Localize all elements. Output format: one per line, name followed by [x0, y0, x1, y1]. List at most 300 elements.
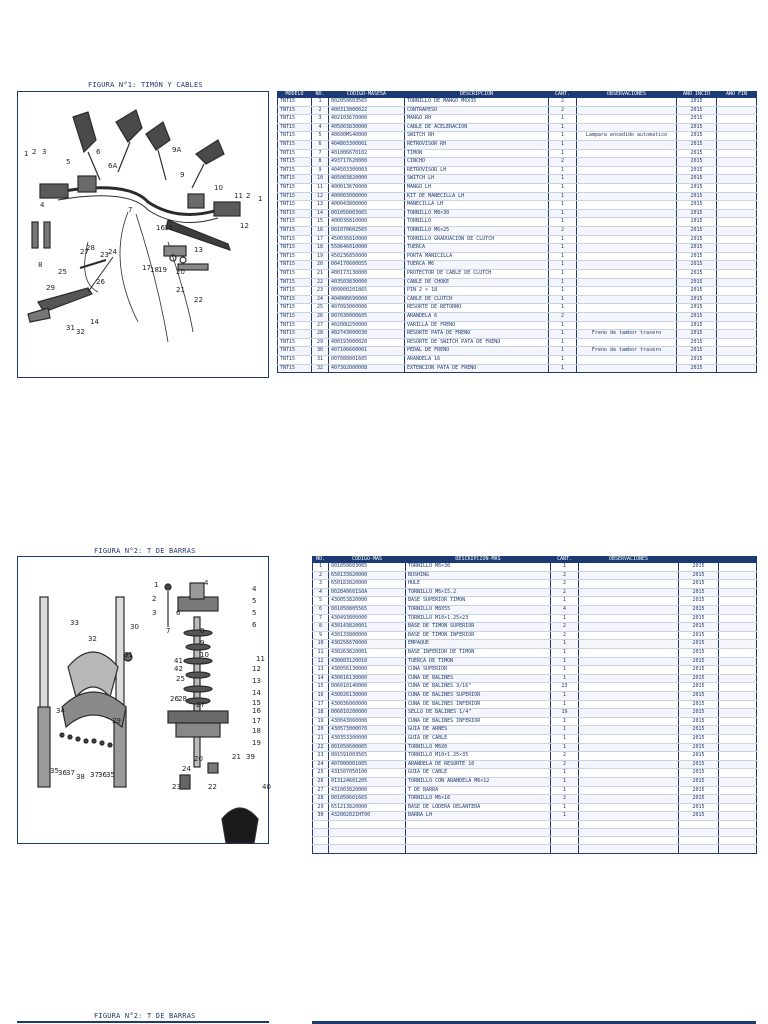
figure2-table-body	[313, 563, 757, 853]
table-cell: T DE BARRA	[406, 786, 551, 795]
table-cell: 430003120010	[329, 657, 406, 666]
table-cell	[717, 227, 757, 236]
table-cell: 31	[312, 355, 329, 364]
table-cell: 2015	[677, 364, 717, 373]
table-row	[278, 106, 757, 115]
table-cell	[719, 803, 757, 812]
table-cell: 2015	[679, 683, 719, 692]
table-cell: 2015	[677, 141, 717, 150]
table-cell	[719, 692, 757, 701]
table-row	[278, 184, 757, 193]
table-cell: 7	[312, 149, 329, 158]
table-cell: 2015	[679, 623, 719, 632]
svg-text:39: 39	[246, 753, 255, 761]
table-cell	[577, 175, 677, 184]
svg-text:19: 19	[252, 739, 261, 747]
table-cell: 2015	[679, 769, 719, 778]
table-row	[313, 606, 757, 615]
table-cell: 4	[313, 588, 329, 597]
table-cell: TORNILLO M8X55	[406, 606, 551, 615]
table-cell: TNT15	[278, 123, 312, 132]
svg-text:30: 30	[130, 623, 139, 631]
table-cell: TUERCA DE TIMON	[406, 657, 551, 666]
table-cell: 22	[313, 743, 329, 752]
table-cell: TNT15	[278, 218, 312, 227]
table-cell: 1	[551, 812, 579, 821]
table-cell: 17	[313, 700, 329, 709]
table-row	[278, 330, 757, 339]
svg-text:6: 6	[96, 148, 101, 156]
svg-text:25: 25	[176, 675, 185, 683]
table-cell: 430133800000	[329, 631, 406, 640]
table-cell: 2015	[677, 330, 717, 339]
figure1-title: FIGURA N°1: TIMÓN Y CABLES	[88, 81, 203, 89]
table-cell: TNT15	[278, 184, 312, 193]
table-cell: CABLE DE ACELERACION	[405, 123, 549, 132]
table-cell: 6	[313, 606, 329, 615]
table-cell	[579, 674, 679, 683]
table-cell: BARRA LH	[406, 812, 551, 821]
svg-text:1: 1	[154, 581, 159, 589]
table-cell: 2015	[677, 98, 717, 106]
table-cell: 001050003065	[329, 209, 405, 218]
table-cell	[719, 700, 757, 709]
svg-text:5: 5	[252, 609, 257, 617]
table-cell: 40600MS40000	[329, 132, 405, 141]
table-cell	[717, 287, 757, 296]
table-cell: 23	[313, 752, 329, 761]
table-cell: 9	[313, 631, 329, 640]
table-cell: 29	[313, 803, 329, 812]
table-cell	[406, 820, 551, 828]
table-cell: 2015	[679, 666, 719, 675]
table-row	[313, 640, 757, 649]
table-cell	[719, 649, 757, 658]
table-cell: TORNILLO M6X8	[406, 743, 551, 752]
table-cell: 650183820000	[329, 580, 406, 589]
table-cell	[329, 820, 406, 828]
table-row	[313, 709, 757, 718]
table-cell	[717, 304, 757, 313]
table-cell: 1	[551, 777, 579, 786]
table-cell: 20	[312, 261, 329, 270]
svg-text:27: 27	[80, 248, 89, 256]
table-cell: 2015	[679, 631, 719, 640]
table-cell: 1	[549, 166, 577, 175]
header-observaciones: OBSERVACIONES	[577, 91, 677, 98]
table-cell	[579, 795, 679, 804]
table-cell: ARANDELA DE RESORTE 10	[406, 760, 551, 769]
table-row	[278, 295, 757, 304]
table-cell	[679, 845, 719, 853]
svg-text:37: 37	[90, 771, 99, 779]
table-row	[313, 760, 757, 769]
table-cell: 18	[313, 709, 329, 718]
table-cell: 001591003565	[329, 752, 406, 761]
table-cell: 401006670102	[329, 149, 405, 158]
table-cell: 001070602565	[329, 227, 405, 236]
table-cell: 2015	[677, 278, 717, 287]
table-cell: 1	[551, 649, 579, 658]
table-cell: 27	[312, 321, 329, 330]
table-cell: 400193000020	[329, 338, 405, 347]
table-cell: 23	[312, 287, 329, 296]
table-row	[278, 158, 757, 167]
table-cell	[717, 98, 757, 106]
table-cell: TNT15	[278, 201, 312, 210]
table-cell: 006010140000	[329, 683, 406, 692]
table-cell: 2015	[679, 726, 719, 735]
table-cell	[577, 227, 677, 236]
table-cell: 21	[313, 734, 329, 743]
table-cell	[579, 777, 679, 786]
svg-text:36: 36	[98, 771, 107, 779]
svg-text:15: 15	[252, 699, 261, 707]
table-cell: CINCHO	[405, 158, 549, 167]
table-cell: 29	[312, 338, 329, 347]
table-row	[278, 261, 757, 270]
triple-clamp-exploded-view	[18, 557, 270, 845]
svg-text:12: 12	[240, 222, 249, 230]
table-cell: 402743000030	[329, 330, 405, 339]
table-row	[313, 743, 757, 752]
table-cell: PEDAL DE FRENO	[405, 347, 549, 356]
table-cell	[719, 588, 757, 597]
table-row	[313, 795, 757, 804]
svg-text:24: 24	[108, 248, 117, 256]
table-cell	[719, 683, 757, 692]
table-cell	[577, 287, 677, 296]
table-cell: 28	[312, 330, 329, 339]
table-cell: 004170600055	[329, 261, 405, 270]
table-cell: CUNA DE BALINES INFERIOR	[406, 700, 551, 709]
table-cell: 1	[549, 321, 577, 330]
table-cell: 2015	[679, 692, 719, 701]
table-cell	[577, 98, 677, 106]
table-cell: TNT15	[278, 295, 312, 304]
table-cell: TNT15	[278, 132, 312, 141]
header-blank-1	[679, 556, 719, 563]
table-row	[278, 321, 757, 330]
svg-text:2: 2	[246, 192, 251, 200]
table-cell: TNT15	[278, 321, 312, 330]
table-cell	[717, 166, 757, 175]
table-cell: KIT DE MANECILLA LH	[405, 192, 549, 201]
table-row	[278, 244, 757, 253]
svg-text:31: 31	[66, 324, 75, 332]
table-cell: 1	[551, 597, 579, 606]
table-cell	[717, 278, 757, 287]
svg-text:27: 27	[196, 701, 205, 709]
table-cell: 001050600065	[329, 743, 406, 752]
table-cell: 4	[312, 123, 329, 132]
table-cell: 2015	[679, 795, 719, 804]
table-cell: 24	[312, 295, 329, 304]
table-cell: 1	[551, 692, 579, 701]
table-cell: 12	[313, 657, 329, 666]
table-cell: TNT15	[278, 330, 312, 339]
table-cell: 2015	[679, 812, 719, 821]
table-cell: 2	[551, 752, 579, 761]
table-cell	[577, 209, 677, 218]
table-cell: TNT15	[278, 364, 312, 373]
table-cell	[719, 571, 757, 580]
header-codigo: CODIGO-MAS	[329, 556, 406, 563]
table-cell	[577, 295, 677, 304]
svg-text:2: 2	[152, 595, 157, 603]
table-cell: RESORTE PATA DE FRENO	[405, 330, 549, 339]
table-cell: 2015	[679, 580, 719, 589]
table-cell: 1	[549, 209, 577, 218]
table-cell: 10	[313, 640, 329, 649]
table-cell: 407093060006	[329, 304, 405, 313]
table-cell: CABLE DE CLUTCH	[405, 295, 549, 304]
table-cell	[579, 571, 679, 580]
table-cell: 2015	[677, 106, 717, 115]
svg-text:10: 10	[214, 184, 223, 192]
table-cell: TORNILLO M10×1.25×35	[406, 752, 551, 761]
table-cell: 1	[549, 141, 577, 150]
table-cell: BUSHING	[406, 571, 551, 580]
table-cell	[717, 295, 757, 304]
table-cell: 5	[313, 597, 329, 606]
table-cell: 17	[312, 235, 329, 244]
table-cell: 26	[312, 312, 329, 321]
table-cell: 1	[549, 192, 577, 201]
svg-text:28: 28	[86, 244, 95, 252]
table-cell: 1	[551, 666, 579, 675]
table-cell: 001050805565	[329, 606, 406, 615]
table-cell: CUNA DE BALINES 3/16"	[406, 683, 551, 692]
table-cell: CONTRAPESO	[405, 106, 549, 115]
table-cell	[719, 640, 757, 649]
table-cell: 2015	[677, 261, 717, 270]
table-cell	[719, 709, 757, 718]
table-cell: 2	[549, 227, 577, 236]
table-row	[313, 666, 757, 675]
table-cell: 1	[551, 614, 579, 623]
table-row	[278, 98, 757, 106]
table-cell: 1	[551, 743, 579, 752]
svg-text:1: 1	[258, 195, 263, 203]
table-cell: TNT15	[278, 166, 312, 175]
figure2-title: FIGURA N°2: T DE BARRAS	[94, 547, 196, 555]
figure1-diagram	[17, 91, 269, 378]
table-cell	[719, 769, 757, 778]
table-row-empty	[313, 837, 757, 845]
table-cell: 405003820000	[329, 175, 405, 184]
svg-text:16: 16	[252, 707, 261, 715]
table-cell	[679, 837, 719, 845]
header-descripcion: DESCRIPCIÓN	[405, 91, 549, 98]
table-row-empty	[313, 820, 757, 828]
table-cell: 405003830000	[329, 123, 405, 132]
svg-text:36: 36	[58, 769, 67, 777]
table-cell	[577, 158, 677, 167]
table-cell: 16	[312, 227, 329, 236]
table-cell: BASE INFERIOR DE TIMON	[406, 649, 551, 658]
table-cell: 8	[312, 158, 329, 167]
table-cell: 430353300000	[329, 734, 406, 743]
table-cell: 007080001605	[329, 355, 405, 364]
table-row	[278, 141, 757, 150]
table-cell	[577, 184, 677, 193]
table-cell: 32	[312, 364, 329, 373]
table-cell: GUIA DE CABLE	[406, 734, 551, 743]
table-cell: RETROVISOR RH	[405, 141, 549, 150]
table-cell: RESORTE DE SWITCH PATA DE FRENO	[405, 338, 549, 347]
table-cell	[579, 631, 679, 640]
table-cell: 1	[549, 295, 577, 304]
table-cell	[579, 640, 679, 649]
table-cell	[719, 717, 757, 726]
table-cell: 450036810000	[329, 235, 405, 244]
table-row	[278, 218, 757, 227]
table-cell: 2015	[679, 606, 719, 615]
table-cell	[313, 829, 329, 837]
table-cell: 2015	[677, 175, 717, 184]
svg-text:10: 10	[200, 651, 209, 659]
table-cell: 3	[313, 580, 329, 589]
table-cell: 2015	[677, 287, 717, 296]
table-cell: 1	[551, 674, 579, 683]
table-cell: TNT15	[278, 227, 312, 236]
table-cell	[679, 829, 719, 837]
table-row	[278, 132, 757, 141]
figure2-diagram	[17, 556, 269, 844]
table-cell: 9	[312, 166, 329, 175]
svg-text:29: 29	[112, 717, 121, 725]
svg-text:18: 18	[150, 266, 159, 274]
svg-text:2: 2	[32, 148, 37, 156]
svg-text:37: 37	[66, 769, 75, 777]
table-cell: 2015	[677, 132, 717, 141]
table-cell: 1	[551, 717, 579, 726]
svg-text:32: 32	[76, 328, 85, 336]
table-cell: PROTECTOR DE CABLE DE CLUTCH	[405, 269, 549, 278]
table-cell: EXTENCION PATA DE FRENO	[405, 364, 549, 373]
table-cell	[551, 845, 579, 853]
table-cell	[717, 338, 757, 347]
table-cell: 1	[549, 201, 577, 210]
table-cell: 001050603065	[329, 563, 406, 571]
table-cell: 450236850000	[329, 252, 405, 261]
table-cell	[717, 347, 757, 356]
table-cell	[313, 845, 329, 853]
svg-text:24: 24	[182, 765, 191, 773]
svg-text:4: 4	[252, 585, 257, 593]
table-cell: 1	[312, 98, 329, 106]
table-cell: 2015	[677, 304, 717, 313]
table-cell: 1	[551, 734, 579, 743]
table-cell: TNT15	[278, 149, 312, 158]
svg-text:11: 11	[234, 192, 243, 200]
table-cell	[579, 692, 679, 701]
svg-text:35: 35	[106, 771, 115, 779]
table-cell: 430263820001	[329, 649, 406, 658]
header-codigo: CODIGO-MASESA	[329, 91, 405, 98]
table-cell: 493717620000	[329, 158, 405, 167]
table-cell	[717, 312, 757, 321]
svg-text:6: 6	[176, 609, 181, 617]
header-ano-inicio: AÑO INCIO	[677, 91, 717, 98]
table-cell: TNT15	[278, 244, 312, 253]
table-cell: 30	[313, 812, 329, 821]
table-cell	[577, 364, 677, 373]
table-cell: 20	[313, 726, 329, 735]
table-cell: 25	[312, 304, 329, 313]
table-cell: 1	[551, 657, 579, 666]
table-cell	[579, 709, 679, 718]
table-cell: CABLE DE CHOKE	[405, 278, 549, 287]
table-row	[313, 803, 757, 812]
svg-text:26: 26	[96, 278, 105, 286]
svg-text:4: 4	[40, 201, 45, 209]
table-cell	[577, 269, 677, 278]
table-cell: TORNILLO GRADUACIÓN DE CLUTCH	[405, 235, 549, 244]
table-cell: 2015	[677, 149, 717, 158]
table-cell: TNT15	[278, 338, 312, 347]
table-row	[313, 700, 757, 709]
table-cell: 14	[313, 674, 329, 683]
table-cell	[717, 218, 757, 227]
svg-text:17: 17	[252, 717, 261, 725]
table-cell	[329, 829, 406, 837]
svg-text:20: 20	[176, 268, 185, 276]
header-no: NO.	[313, 556, 329, 563]
table-cell: 27	[313, 786, 329, 795]
svg-text:12: 12	[252, 665, 261, 673]
table-cell: TORNILLO DE MANGO M6X35	[405, 98, 549, 106]
table-cell	[577, 115, 677, 124]
table-cell: 001050601665	[329, 795, 406, 804]
table-row	[278, 235, 757, 244]
table-cell: 430256670000	[329, 640, 406, 649]
svg-text:16: 16	[156, 224, 165, 232]
table-cell: 2	[549, 158, 577, 167]
table-cell	[579, 837, 679, 845]
table-cell: 430056130000	[329, 666, 406, 675]
table-cell: 2015	[677, 184, 717, 193]
table-cell: 1	[549, 132, 577, 141]
table-cell: 12	[312, 192, 329, 201]
table-cell	[579, 657, 679, 666]
table-cell: TNT15	[278, 347, 312, 356]
table-cell: 2	[312, 106, 329, 115]
table-cell	[717, 132, 757, 141]
table-cell: GUIA DE ARNES	[406, 726, 551, 735]
table-cell	[719, 623, 757, 632]
table-row	[313, 683, 757, 692]
header-no: NO.	[312, 91, 329, 98]
table-cell	[579, 803, 679, 812]
table-cell	[577, 252, 677, 261]
table-row	[278, 227, 757, 236]
table-cell	[679, 820, 719, 828]
table-cell: 430036060000	[329, 700, 406, 709]
table-cell: 25	[313, 769, 329, 778]
table-cell: TNT15	[278, 98, 312, 106]
table-cell: 2015	[677, 338, 717, 347]
table-cell	[717, 252, 757, 261]
table-cell	[719, 845, 757, 853]
table-cell: 002050603565	[329, 98, 405, 106]
table-cell: 431507050100	[329, 769, 406, 778]
figure2-header-row	[313, 556, 757, 563]
svg-text:4: 4	[204, 579, 209, 587]
table-cell: TORNILLO	[405, 218, 549, 227]
table-row	[278, 209, 757, 218]
